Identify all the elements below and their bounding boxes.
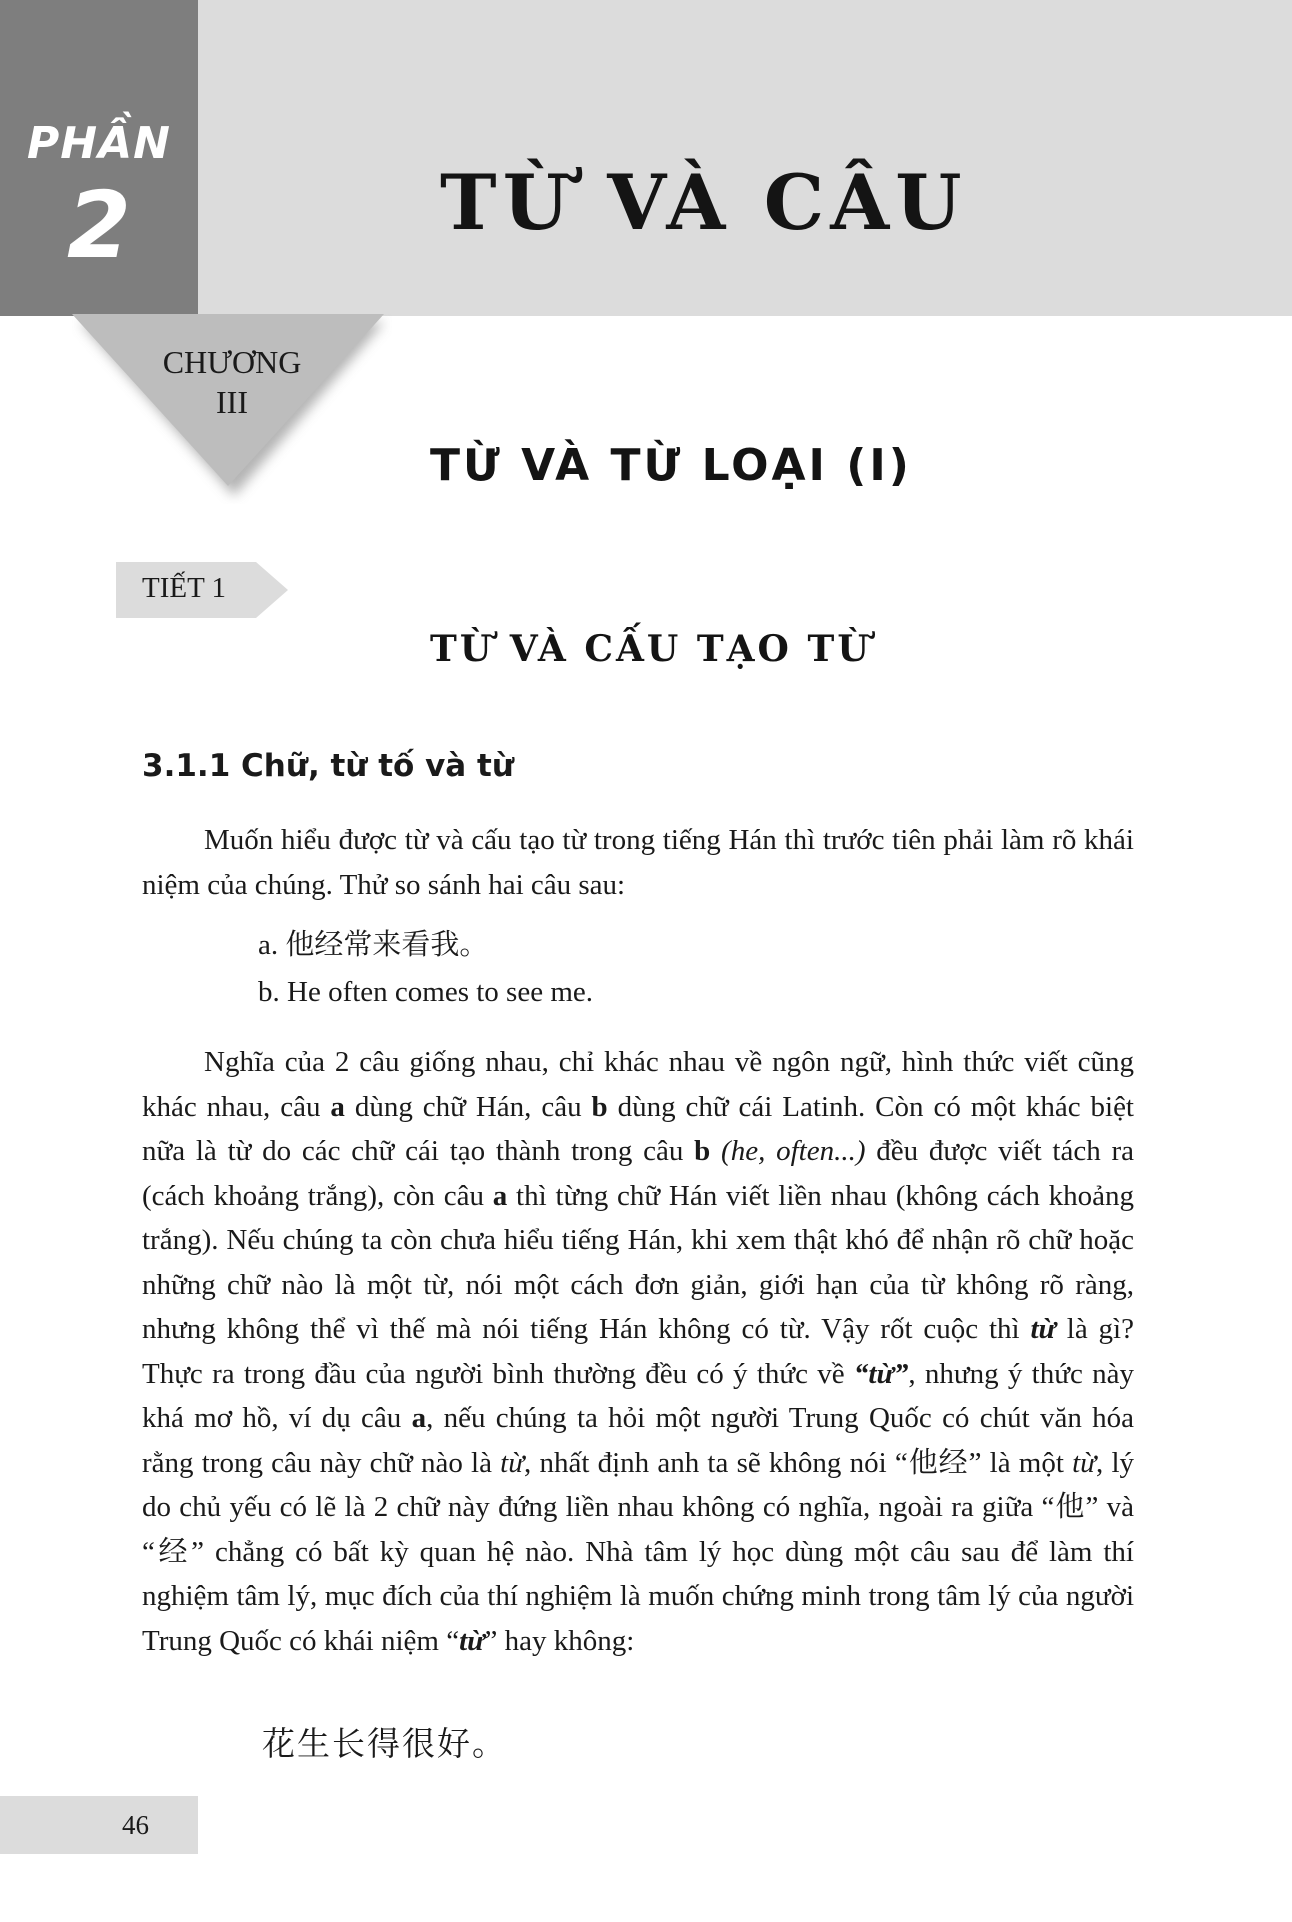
italic-run: từ: [459, 1624, 485, 1657]
text-run: dùng chữ Hán, câu: [344, 1090, 592, 1123]
chapter-title: TỪ VÀ TỪ LOẠI (I): [430, 440, 912, 491]
example-c: 花生长得很好。: [262, 1727, 507, 1763]
example-a: a. 他经常来看我。: [258, 929, 489, 961]
text-run: , nhất định anh ta sẽ không nói “他经” là một: [524, 1446, 1073, 1479]
example-b: b. He often comes to see me.: [258, 976, 594, 1008]
text-run: Nghĩa của 2 câu giống nhau, chỉ khác nhau về ngôn ngữ, hình thức viết cũng khác nhau, câu: [142, 1046, 1134, 1123]
main-paragraph: [142, 1040, 1134, 1663]
text-run: , nếu chúng ta hỏi một người Trung Quốc có chút văn hóa rằng trong câu này chữ nào là: [142, 1402, 1134, 1479]
italic-run: “từ”: [853, 1357, 909, 1390]
bold-run: b: [591, 1090, 608, 1123]
text-run: ” hay không:: [484, 1624, 635, 1657]
page-number: 46: [122, 1810, 149, 1840]
text-run: , nhưng ý thức này khá mơ hồ, ví dụ câu: [142, 1357, 1134, 1434]
text-run: , lý do chủ yếu có lẽ là 2 chữ này đứng liền nhau không có nghĩa, ngoài ra giữa “他” và “经” chẳng có bất kỳ quan hệ nào. Nhà tâm lý học dùng một câu sau để làm thí nghiệm tâm lý, mục đích của thí nghiệm là muốn chứng minh trong tâm lý của người Trung Quốc có khái niệm “: [142, 1446, 1135, 1657]
bold-run: a: [330, 1090, 345, 1123]
text-run: là gì? Thực ra trong đầu của người bình thường đều có ý thức về: [142, 1313, 1134, 1390]
subsection-heading: 3.1.1 Chữ, từ tố và từ: [142, 748, 514, 784]
text-run: đều được viết tách ra (cách khoảng trắng), còn câu: [142, 1135, 1134, 1212]
part-label: PHẦN: [27, 118, 171, 169]
part-number: 2: [66, 172, 131, 279]
bold-run: b: [694, 1135, 711, 1167]
page-number-tab: [0, 1796, 198, 1854]
text-run: dùng chữ cái Latinh. Còn có một khác biệt nữa là từ do các chữ cái tạo thành trong câu: [142, 1090, 1134, 1167]
part-box: [0, 0, 198, 316]
part-title: TỪ VÀ CÂU: [440, 158, 968, 247]
italic-run: từ: [1072, 1446, 1096, 1479]
bold-run: a: [411, 1402, 427, 1434]
section-title: TỪ VÀ CẤU TẠO TỪ: [430, 628, 872, 670]
italic-run: từ: [500, 1446, 525, 1479]
italic-run: từ: [1030, 1313, 1056, 1345]
text-run: thì từng chữ Hán viết liền nhau (không cách khoảng trắng). Nếu chúng ta còn chưa hiểu tiếng Hán, khi xem thật khó để nhận rõ chữ hoặc những chữ nào là một từ, nói một cách đơn giản, giới hạn của từ không rõ ràng, nhưng không thể vì thế mà nói tiếng Hán không có từ. Vậy rốt cuộc thì: [142, 1179, 1134, 1345]
chapter-label: [92, 342, 372, 422]
bold-run: a: [492, 1179, 508, 1212]
chapter-label-line1: CHƯƠNG: [162, 344, 302, 380]
chapter-label-line2: III: [216, 384, 248, 420]
section-label: TIẾT 1: [142, 572, 227, 604]
intro-paragraph: Muốn hiểu được từ và cấu tạo từ trong tiếng Hán thì trước tiên phải làm rõ khái niệm của chúng. Thử so sánh hai câu sau:: [142, 824, 1134, 901]
italic-run: (he, often...): [710, 1135, 866, 1167]
